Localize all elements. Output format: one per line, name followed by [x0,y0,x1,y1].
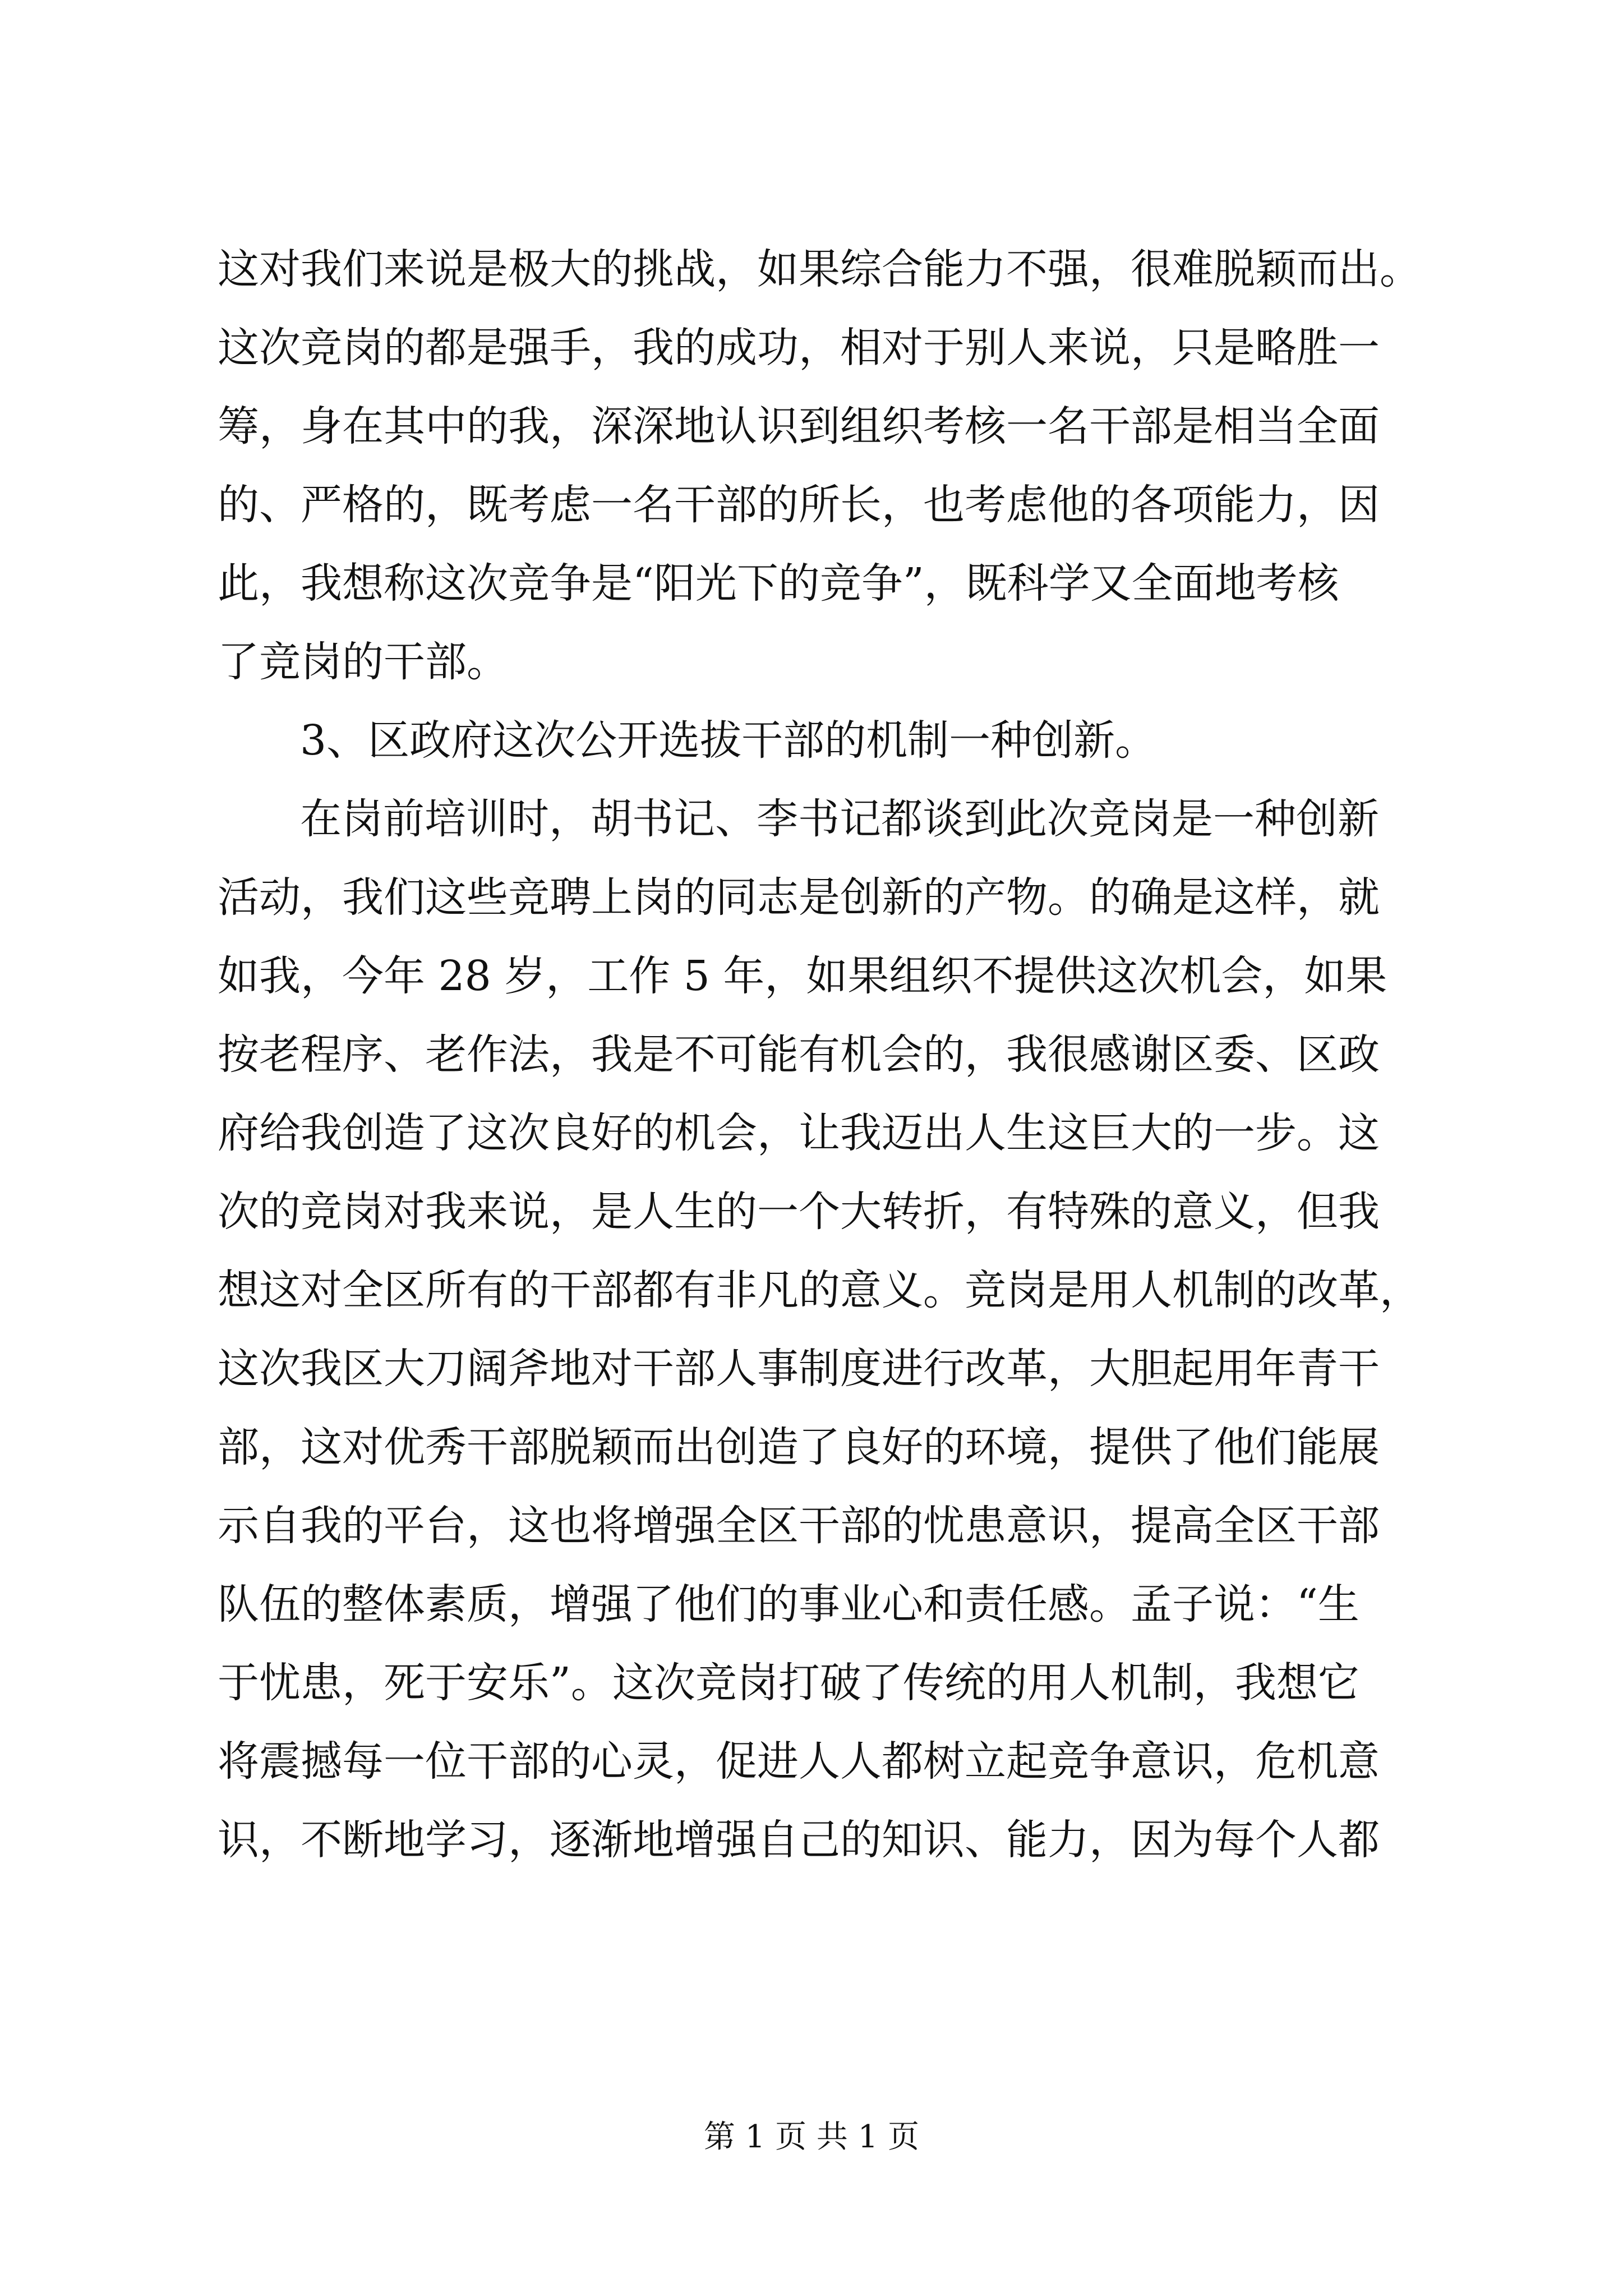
text-line: 次的竞岗对我来说，是人生的一个大转折，有特殊的意义，但我 [218,1188,1380,1236]
text-line: 此，我想称这次竞争是“阳光下的竞争”，既科学又全面地考核 [218,559,1339,608]
page-footer: 第 1 页 共 1 页 [703,2119,920,2155]
text-line: 想这对全区所有的干部都有非凡的意义。竞岗是用人机制的改革， [218,1266,1421,1314]
text-line: 活动，我们这些竞聘上岗的同志是创新的产物。的确是这样，就 [218,873,1380,922]
text-line: 示自我的平台，这也将增强全区干部的忧患意识，提高全区干部 [218,1502,1380,1550]
text-line: 识，不断地学习，逐渐地增强自己的知识、能力，因为每个人都 [218,1816,1380,1864]
text-line: 筹，身在其中的我，深深地认识到组织考核一名干部是相当全面 [218,402,1380,450]
text-line: 按老程序、老作法，我是不可能有机会的，我很感谢区委、区政 [218,1030,1380,1079]
paragraph-first-line: 在岗前培训时，胡书记、李书记都谈到此次竞岗是一种创新 [300,795,1379,843]
text-line: 这次我区大刀阔斧地对干部人事制度进行改革，大胆起用年青干 [218,1345,1380,1393]
text-line: 如我，今年 28 岁，工作 5 年，如果组织不提供这次机会，如果 [218,952,1387,1000]
text-line: 将震撼每一位干部的心灵，促进人人都树立起竞争意识，危机意 [218,1737,1380,1786]
text-line: 队伍的整体素质，增强了他们的事业心和责任感。孟子说：“生 [218,1580,1359,1628]
section-heading: 3、区政府这次公开选拔干部的机制一种创新。 [300,716,1157,765]
text-line: 的、严格的，既考虑一名干部的所长，也考虑他的各项能力，因 [218,481,1380,529]
text-line: 这次竞岗的都是强手，我的成功，相对于别人来说，只是略胜一 [218,324,1380,372]
text-line: 这对我们来说是极大的挑战，如果综合能力不强，很难脱颖而出。 [218,245,1421,293]
text-line: 了竞岗的干部。 [218,638,508,686]
text-line: 于忧患，死于安乐”。这次竞岗打破了传统的用人机制，我想它 [218,1659,1359,1707]
text-line: 部，这对优秀干部脱颖而出创造了良好的环境，提供了他们能展 [218,1423,1380,1471]
text-line: 府给我创造了这次良好的机会，让我迈出人生这巨大的一步。这 [218,1109,1380,1157]
